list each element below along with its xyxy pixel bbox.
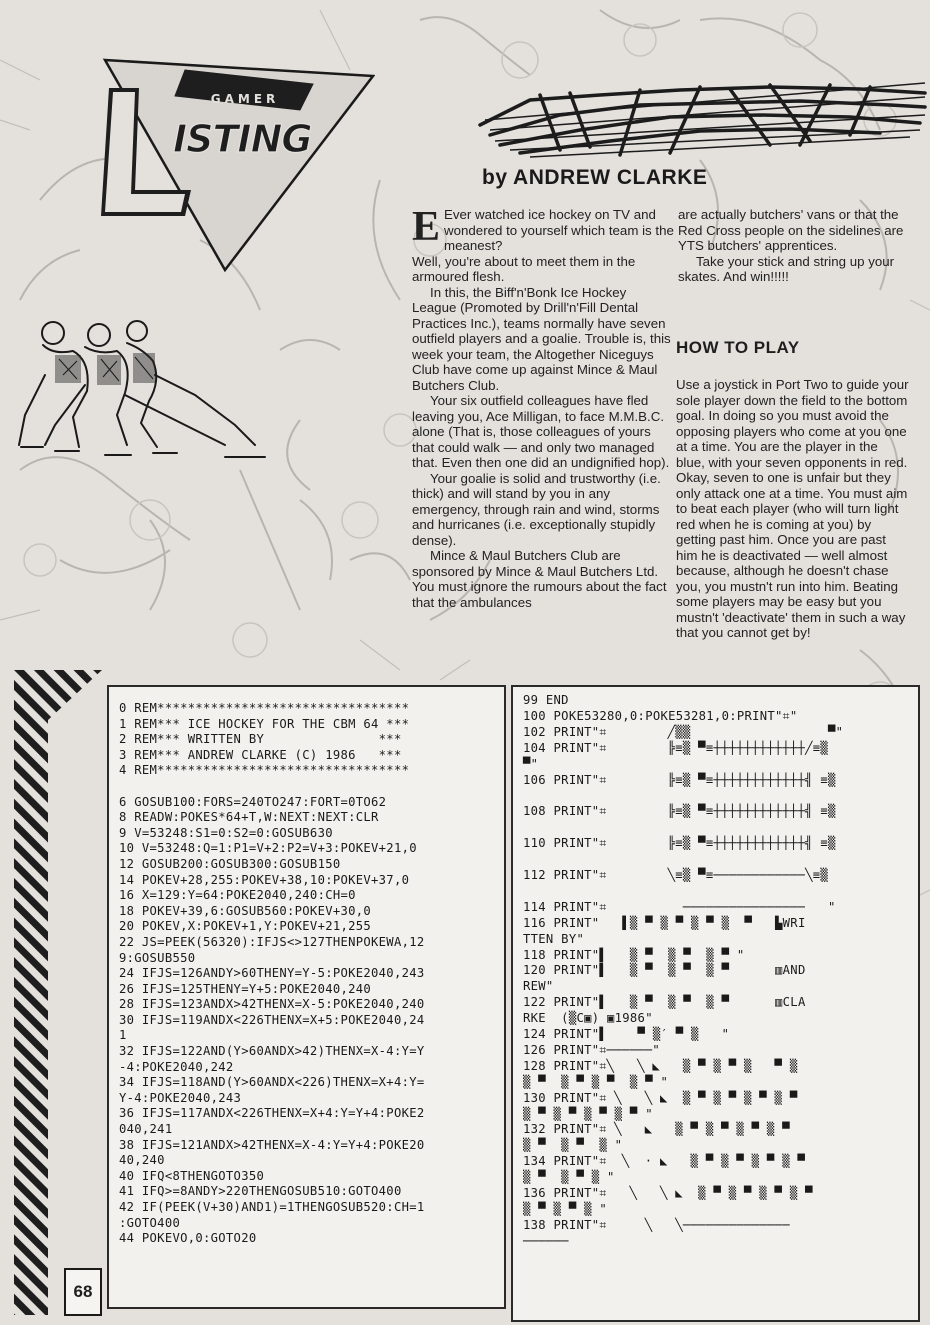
code-line <box>523 852 914 868</box>
code-line: 104 PRINT"⌗ ╠≡▒ ▀≡┼┼┼┼┼┼┼┼┼┼┼┼╱≡▒ <box>523 740 829 755</box>
code-listing-left <box>107 685 506 1309</box>
drop-cap: E <box>412 204 441 250</box>
code-line: ▒ ▀ ▒ ▀ ▒ " <box>523 1170 615 1185</box>
section-label-small: GAMER <box>210 92 280 106</box>
code-line: 3 REM*** ANDREW CLARKE (C) 1986 *** <box>119 747 402 762</box>
code-line: 16 X=129:Y=64:POKE2040,240:CH=0 <box>119 888 356 903</box>
code-line: 38 IFJS=121ANDX>42THENX=X-4:Y=Y+4:POKE20 <box>119 1137 425 1152</box>
article-paragraph: Well, you're about to meet them in the armoured flesh. <box>412 253 636 284</box>
code-line: 28 IFJS=123ANDX>42THENX=X-5:POKE2040,240 <box>119 997 425 1012</box>
article-paragraph: Your six outfield colleagues have fled leaving you, Ace Milligan, to face M.M.B.C. alone (That is, those colleagues of yours that could walk — and only two managed that. Even then one did an undignified hop). <box>412 393 670 470</box>
code-line: 40 IFQ<8THENGOTO350 <box>119 1168 265 1183</box>
page-number: 68 <box>64 1268 102 1316</box>
code-line: 10 V=53248:Q=1:P1=V+2:P2=V+3:POKEV+21,0 <box>119 841 417 856</box>
code-line <box>523 788 914 804</box>
code-line: 32 IFJS=122AND(Y>60ANDX>42)THENX=X-4:Y=Y <box>119 1044 425 1059</box>
code-lines-right <box>523 693 914 1250</box>
code-line: 30 IFJS=119ANDX<226THENX=X+5:POKE2040,24 <box>119 1012 425 1027</box>
article-column-1 <box>412 204 674 610</box>
code-line: 0 REM********************************* <box>119 701 410 715</box>
code-line: 136 PRINT"⌗ ╲ ╲ ◣ ▒ ▀ ▒ ▀ ▒ ▀ ▒ ▀ <box>523 1186 813 1201</box>
code-line: 118 PRINT"▌ ▒ ▀ ▒ ▀ ▒ ▀ " <box>523 947 745 962</box>
code-line: 134 PRINT"⌗ ╲ · ◣ ▒ ▀ ▒ ▀ ▒ ▀ ▒ ▀ <box>523 1154 806 1169</box>
code-line: 42 IF(PEEK(V+30)AND1)=1THENGOSUB520:CH=1 <box>119 1200 425 1214</box>
article-paragraph: Your goalie is solid and trustworthy (i.e. thick) and will stand by you in any emergency, through rain and wind, storms and hurricanes (i.e. exceptionally stupidly dense). <box>412 470 661 548</box>
code-line: 138 PRINT"⌗ ╲ ╲────────────── <box>523 1217 790 1232</box>
code-line: 114 PRINT"⌗ ──────────────── " <box>523 899 836 914</box>
code-line: 22 JS=PEEK(56320):IFJS<>127THENPOKEWA,12 <box>119 934 425 949</box>
diagonal-stripe-bar <box>14 670 102 1315</box>
code-line: 14 POKEV+28,255:POKEV+38,10:POKEV+37,0 <box>119 872 410 887</box>
hockey-players-illustration <box>15 315 305 465</box>
byline: by ANDREW CLARKE <box>482 166 708 189</box>
section-label-big: ISTING <box>173 117 312 161</box>
code-line: 1 REM*** ICE HOCKEY FOR THE CBM 64 *** <box>119 716 410 731</box>
code-line: 4 REM********************************* <box>119 763 410 778</box>
code-line <box>523 884 914 900</box>
code-line: 20 POKEV,X:POKEV+1,Y:POKEV+21,255 <box>119 919 372 934</box>
intro-text: Ever watched ice hockey on TV and wondered to yourself which team is the meanest? <box>444 207 674 253</box>
code-line <box>119 779 500 795</box>
code-line: 40,240 <box>119 1153 165 1168</box>
code-line: 1 <box>119 1028 127 1043</box>
code-line: ▒ ▀ ▒ ▀ ▒ ▀ ▒ ▀ " <box>523 1106 653 1121</box>
gamer-listing-banner <box>95 40 375 280</box>
code-line: 6 GOSUB100:FORS=240TO247:FORT=0TO62 <box>119 794 387 809</box>
code-line: 040,241 <box>119 1122 173 1137</box>
code-line: 2 REM*** WRITTEN BY *** <box>119 732 402 747</box>
article-paragraph: Take your stick and string up your skates. And win!!!!! <box>678 253 895 284</box>
article-paragraph: are actually butchers' vans or that the Red Cross people on the sidelines are YTS butchers' apprentices. <box>678 207 904 253</box>
code-line: ▒ ▀ ▒ ▀ ▒ ▀ ▒ ▀ " <box>523 1074 669 1089</box>
how-to-play-paragraph: Use a joystick in Port Two to guide your sole player down the field to the bottom goal. In doing so you must avoid the opposing players who come at you one at a time. You are the player in the blue, with your seven opponents in red. Okay, seven to one is unfair but they only attack one at a time. You must aim to beat each player (who will turn light red when he is coming at you) by getting past him. Once you are past him he is deactivated — well almost because, although he doesn't chase you, you mustn't run into him. Beating some players may be easy but you mustn't 'deactivate' them in such a way that you cannot get by! <box>676 377 909 640</box>
code-line: 126 PRINT"⌗──────" <box>523 1042 660 1057</box>
code-line: TTEN BY" <box>523 931 585 946</box>
code-line: 124 PRINT"▌ ▀ ▒′ ▀ ▒ " <box>523 1027 730 1042</box>
code-line: 44 POKEVO,0:GOTO20 <box>119 1231 257 1246</box>
how-to-play-heading: HOW TO PLAY <box>676 338 800 357</box>
code-line: 122 PRINT"▌ ▒ ▀ ▒ ▀ ▒ ▀ ▥CLA <box>523 995 806 1010</box>
article-column-2 <box>678 207 910 285</box>
code-line: 26 IFJS=125THENY=Y+5:POKE2040,240 <box>119 981 372 996</box>
code-lines-left <box>119 701 500 1247</box>
code-line: REW" <box>523 979 554 994</box>
code-line: ▒ ▀ ▒ ▀ ▒ " <box>523 1202 608 1216</box>
code-line: 110 PRINT"⌗ ╠≡▒ ▀≡┼┼┼┼┼┼┼┼┼┼┼┼╣ ≡▒ <box>523 836 836 851</box>
code-line <box>523 820 914 836</box>
code-line: 12 GOSUB200:GOSUB300:GOSUB150 <box>119 856 341 871</box>
code-line: :GOTO400 <box>119 1215 181 1230</box>
article-paragraph: Mince & Maul Butchers Club are sponsored by Mince & Maul Butchers Ltd. You must ignore the rumours about the fact that the ambulances <box>412 548 667 610</box>
code-line: 102 PRINT"⌗ ╱▒▒ ▀" <box>523 724 844 739</box>
code-line: ▒ ▀ ▒ ▀ ▒ " <box>523 1138 623 1153</box>
code-line: 112 PRINT"⌗ ╲≡▒ ▀≡────────────╲≡▒ <box>523 867 829 882</box>
code-line: 106 PRINT"⌗ ╠≡▒ ▀≡┼┼┼┼┼┼┼┼┼┼┼┼╣ ≡▒ <box>523 772 836 787</box>
article-paragraph: In this, the Biff'n'Bonk Ice Hockey League (Promoted by Drill'n'Fill Dental Practices Inc.), teams normally have seven outfield players and a goalie. Trouble is, this week your team, the Altogether Niceguys Club have come up against Mince & Maul Butchers Club. <box>412 284 671 393</box>
code-line: 128 PRINT"⌗╲ ╲ ◣ ▒ ▀ ▒ ▀ ▒ ▀ ▒ <box>523 1058 798 1073</box>
code-listing-right <box>511 685 920 1322</box>
code-line: 130 PRINT"⌗ ╲ ╲ ◣ ▒ ▀ ▒ ▀ ▒ ▀ ▒ ▀ <box>523 1090 798 1105</box>
code-line: 132 PRINT"⌗ ╲ ◣ ▒ ▀ ▒ ▀ ▒ ▀ ▒ ▀ <box>523 1122 790 1137</box>
code-line: 9 V=53248:S1=0:S2=0:GOSUB630 <box>119 825 333 840</box>
code-line: 18 POKEV+39,6:GOSUB560:POKEV+30,0 <box>119 903 372 918</box>
code-line: 9:GOSUB550 <box>119 950 196 965</box>
article-intro <box>412 204 674 254</box>
code-line: ▀" <box>523 756 539 771</box>
code-line: Y-4:POKE2040,243 <box>119 1090 242 1105</box>
how-to-play-text <box>676 377 910 641</box>
code-line: 8 READW:POKES*64+T,W:NEXT:NEXT:CLR <box>119 810 379 825</box>
code-line: -4:POKE2040,242 <box>119 1059 234 1074</box>
code-line: 100 POKE53280,0:POKE53281,0:PRINT"⌗" <box>523 708 798 723</box>
code-line: 34 IFJS=118AND(Y>60ANDX<226)THENX=X+4:Y= <box>119 1075 425 1090</box>
code-line: 41 IFQ>=8ANDY>220THENGOSUB510:GOTO400 <box>119 1184 402 1199</box>
code-line: 120 PRINT"▌ ▒ ▀ ▒ ▀ ▒ ▀ ▥AND <box>523 963 806 978</box>
code-line: 99 END <box>523 693 569 707</box>
code-line: 108 PRINT"⌗ ╠≡▒ ▀≡┼┼┼┼┼┼┼┼┼┼┼┼╣ ≡▒ <box>523 804 836 819</box>
code-line: 116 PRINT" ▌▒ ▀ ▒ ▀ ▒ ▀ ▒ ▀ ▙WRI <box>523 915 806 930</box>
code-line: 24 IFJS=126ANDY>60THENY=Y-5:POKE2040,243 <box>119 966 425 981</box>
code-line: ────── <box>523 1233 569 1248</box>
code-line: RKE (▒C▣) ▣1986" <box>523 1011 653 1026</box>
ice-title-art <box>470 75 930 165</box>
code-line: 36 IFJS=117ANDX<226THENX=X+4:Y=Y+4:POKE2 <box>119 1106 425 1121</box>
